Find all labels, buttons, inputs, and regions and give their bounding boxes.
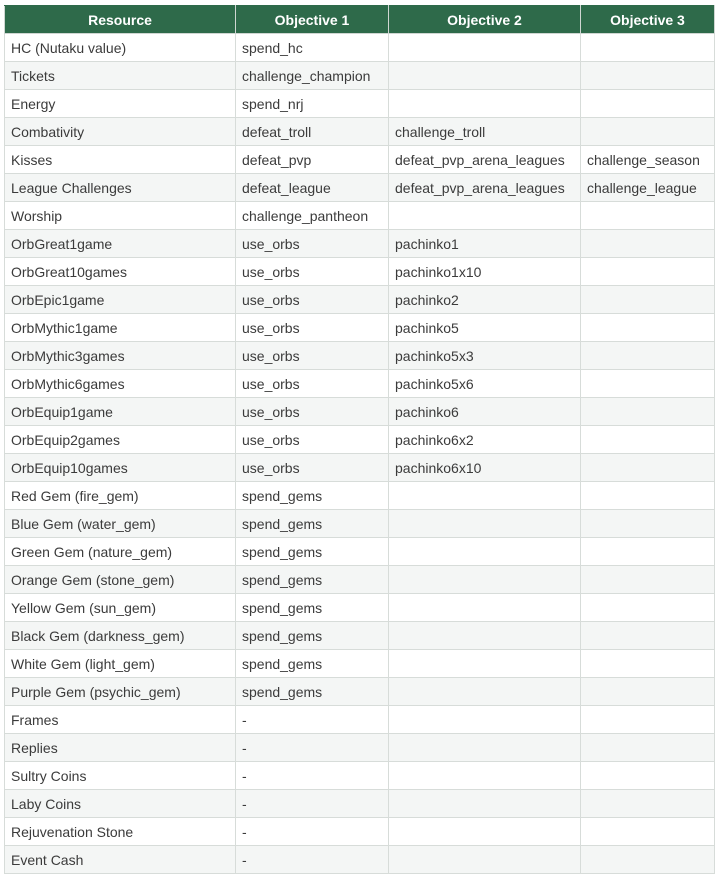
- objective-2-cell: [389, 482, 581, 510]
- objective-3-cell: [581, 314, 715, 342]
- resource-cell: Orange Gem (stone_gem): [5, 566, 236, 594]
- resource-cell: Purple Gem (psychic_gem): [5, 678, 236, 706]
- objective-2-cell: pachinko1x10: [389, 258, 581, 286]
- table-row: [5, 202, 715, 230]
- objective-2-cell: pachinko6x10: [389, 454, 581, 482]
- resource-cell: Rejuvenation Stone: [5, 818, 236, 846]
- objective-2-cell: [389, 734, 581, 762]
- table-row: [5, 286, 715, 314]
- table-row: [5, 734, 715, 762]
- objective-1-cell: defeat_league: [236, 174, 389, 202]
- objective-3-cell: [581, 762, 715, 790]
- objective-1-cell: use_orbs: [236, 454, 389, 482]
- objective-2-cell: [389, 650, 581, 678]
- objective-2-cell: [389, 790, 581, 818]
- table-row: [5, 146, 715, 174]
- table-row: [5, 482, 715, 510]
- resource-cell: OrbEpic1game: [5, 286, 236, 314]
- objective-2-cell: [389, 62, 581, 90]
- objective-2-cell: [389, 566, 581, 594]
- objective-1-cell: challenge_pantheon: [236, 202, 389, 230]
- table-row: [5, 398, 715, 426]
- table-row: [5, 90, 715, 118]
- resource-objectives-table-container: [4, 5, 714, 874]
- table-row: [5, 650, 715, 678]
- table-row: [5, 566, 715, 594]
- objective-2-cell: pachinko6: [389, 398, 581, 426]
- objective-3-cell: [581, 342, 715, 370]
- objective-1-cell: spend_gems: [236, 482, 389, 510]
- resource-cell: Red Gem (fire_gem): [5, 482, 236, 510]
- objective-3-cell: [581, 818, 715, 846]
- objective-3-cell: [581, 62, 715, 90]
- table-body: [5, 34, 715, 874]
- resource-cell: Tickets: [5, 62, 236, 90]
- objective-3-cell: [581, 790, 715, 818]
- table-row: [5, 846, 715, 874]
- resource-cell: Blue Gem (water_gem): [5, 510, 236, 538]
- objective-1-cell: spend_gems: [236, 650, 389, 678]
- table-header: [5, 6, 715, 34]
- objective-2-cell: [389, 762, 581, 790]
- header-row: [5, 6, 715, 34]
- objective-1-cell: defeat_troll: [236, 118, 389, 146]
- resource-cell: HC (Nutaku value): [5, 34, 236, 62]
- table-row: [5, 314, 715, 342]
- objective-1-cell: -: [236, 846, 389, 874]
- table-row: [5, 510, 715, 538]
- resource-cell: Kisses: [5, 146, 236, 174]
- objective-2-cell: [389, 818, 581, 846]
- table-row: [5, 426, 715, 454]
- resource-cell: OrbEquip10games: [5, 454, 236, 482]
- objective-1-cell: use_orbs: [236, 258, 389, 286]
- table-row: [5, 370, 715, 398]
- resource-cell: OrbEquip1game: [5, 398, 236, 426]
- table-row: [5, 594, 715, 622]
- resource-cell: Black Gem (darkness_gem): [5, 622, 236, 650]
- objective-3-cell: [581, 118, 715, 146]
- objective-2-cell: defeat_pvp_arena_leagues: [389, 146, 581, 174]
- resource-cell: Replies: [5, 734, 236, 762]
- objective-3-cell: [581, 482, 715, 510]
- objective-1-cell: use_orbs: [236, 286, 389, 314]
- table-row: [5, 538, 715, 566]
- objective-3-cell: [581, 678, 715, 706]
- objective-1-cell: use_orbs: [236, 398, 389, 426]
- table-row: [5, 342, 715, 370]
- objective-1-cell: spend_hc: [236, 34, 389, 62]
- resource-cell: Frames: [5, 706, 236, 734]
- table-row: [5, 706, 715, 734]
- objective-2-cell: pachinko5x3: [389, 342, 581, 370]
- objective-2-cell: [389, 622, 581, 650]
- objective-3-cell: [581, 650, 715, 678]
- objective-3-cell: [581, 426, 715, 454]
- table-row: [5, 790, 715, 818]
- objective-3-cell: challenge_league: [581, 174, 715, 202]
- table-row: [5, 118, 715, 146]
- objective-1-cell: use_orbs: [236, 342, 389, 370]
- objective-1-cell: spend_gems: [236, 678, 389, 706]
- objective-1-cell: -: [236, 818, 389, 846]
- objective-2-cell: pachinko2: [389, 286, 581, 314]
- resource-cell: Laby Coins: [5, 790, 236, 818]
- objective-3-cell: [581, 34, 715, 62]
- header-resource: Resource: [5, 6, 236, 34]
- objective-2-cell: pachinko5x6: [389, 370, 581, 398]
- objective-1-cell: use_orbs: [236, 370, 389, 398]
- objective-3-cell: challenge_season: [581, 146, 715, 174]
- resource-objectives-table: [4, 5, 715, 874]
- objective-1-cell: -: [236, 762, 389, 790]
- table-row: [5, 258, 715, 286]
- header-objective-1: Objective 1: [236, 6, 389, 34]
- objective-3-cell: [581, 258, 715, 286]
- table-row: [5, 678, 715, 706]
- objective-3-cell: [581, 398, 715, 426]
- objective-2-cell: [389, 90, 581, 118]
- objective-1-cell: spend_gems: [236, 566, 389, 594]
- objective-3-cell: [581, 566, 715, 594]
- objective-3-cell: [581, 510, 715, 538]
- resource-cell: White Gem (light_gem): [5, 650, 236, 678]
- objective-2-cell: challenge_troll: [389, 118, 581, 146]
- objective-3-cell: [581, 454, 715, 482]
- objective-1-cell: spend_gems: [236, 510, 389, 538]
- objective-1-cell: spend_nrj: [236, 90, 389, 118]
- resource-cell: Worship: [5, 202, 236, 230]
- objective-2-cell: [389, 678, 581, 706]
- resource-cell: Yellow Gem (sun_gem): [5, 594, 236, 622]
- objective-3-cell: [581, 286, 715, 314]
- objective-3-cell: [581, 202, 715, 230]
- objective-3-cell: [581, 370, 715, 398]
- header-objective-3: Objective 3: [581, 6, 715, 34]
- objective-2-cell: defeat_pvp_arena_leagues: [389, 174, 581, 202]
- table-row: [5, 174, 715, 202]
- table-row: [5, 818, 715, 846]
- objective-2-cell: [389, 34, 581, 62]
- objective-2-cell: [389, 202, 581, 230]
- objective-1-cell: challenge_champion: [236, 62, 389, 90]
- objective-1-cell: use_orbs: [236, 426, 389, 454]
- objective-1-cell: spend_gems: [236, 538, 389, 566]
- objective-3-cell: [581, 706, 715, 734]
- table-row: [5, 454, 715, 482]
- resource-cell: OrbGreat10games: [5, 258, 236, 286]
- table-row: [5, 762, 715, 790]
- table-row: [5, 230, 715, 258]
- table-row: [5, 62, 715, 90]
- resource-cell: Combativity: [5, 118, 236, 146]
- objective-1-cell: spend_gems: [236, 594, 389, 622]
- objective-3-cell: [581, 538, 715, 566]
- resource-cell: League Challenges: [5, 174, 236, 202]
- objective-3-cell: [581, 734, 715, 762]
- objective-2-cell: pachinko1: [389, 230, 581, 258]
- objective-3-cell: [581, 846, 715, 874]
- objective-1-cell: use_orbs: [236, 230, 389, 258]
- objective-2-cell: [389, 594, 581, 622]
- objective-3-cell: [581, 90, 715, 118]
- resource-cell: Event Cash: [5, 846, 236, 874]
- objective-1-cell: spend_gems: [236, 622, 389, 650]
- objective-2-cell: pachinko5: [389, 314, 581, 342]
- resource-cell: OrbEquip2games: [5, 426, 236, 454]
- table-row: [5, 34, 715, 62]
- objective-1-cell: -: [236, 706, 389, 734]
- table-row: [5, 622, 715, 650]
- objective-2-cell: pachinko6x2: [389, 426, 581, 454]
- resource-cell: OrbMythic1game: [5, 314, 236, 342]
- resource-cell: Green Gem (nature_gem): [5, 538, 236, 566]
- resource-cell: Sultry Coins: [5, 762, 236, 790]
- header-objective-2: Objective 2: [389, 6, 581, 34]
- resource-cell: OrbGreat1game: [5, 230, 236, 258]
- resource-cell: OrbMythic3games: [5, 342, 236, 370]
- objective-2-cell: [389, 706, 581, 734]
- objective-1-cell: -: [236, 734, 389, 762]
- objective-2-cell: [389, 510, 581, 538]
- objective-3-cell: [581, 230, 715, 258]
- objective-1-cell: defeat_pvp: [236, 146, 389, 174]
- objective-2-cell: [389, 538, 581, 566]
- objective-2-cell: [389, 846, 581, 874]
- objective-3-cell: [581, 594, 715, 622]
- resource-cell: OrbMythic6games: [5, 370, 236, 398]
- objective-1-cell: use_orbs: [236, 314, 389, 342]
- objective-1-cell: -: [236, 790, 389, 818]
- resource-cell: Energy: [5, 90, 236, 118]
- objective-3-cell: [581, 622, 715, 650]
